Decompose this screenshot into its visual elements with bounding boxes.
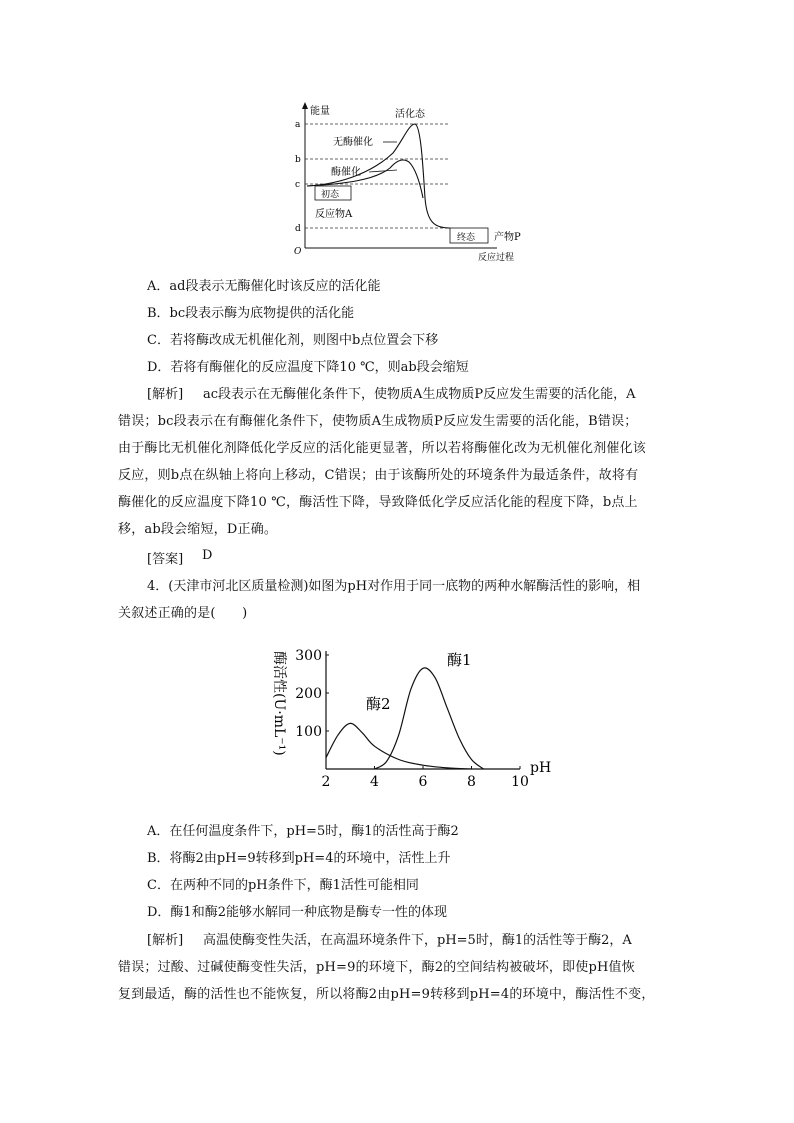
q3-option-a: A．ad段表示无酶催化时该反应的活化能 [147,279,381,294]
q4-analysis-tag: [解析] [147,933,184,948]
q3-analysis-tag: [解析] [147,387,184,402]
q3-option-c: C．若将酶改成无机催化剂，则图中b点位置会下移 [147,333,439,348]
chart-x-tick-label: 6 [418,774,428,790]
q4-stem-line-1: 4．(天津市河北区质量检测)如图为pH对作用于同一底物的两种水解酶活性的影响，相 [147,579,641,594]
series-label-enzyme2: 酶2 [366,695,391,713]
chart-y-tick-label: 300 [295,648,322,664]
q3-option-d: D．若将有酶催化的反应温度下降10 ℃，则ab段会缩短 [147,360,469,375]
q4-option-b: B．将酶2由pH=9转移到pH=4的环境中，活性上升 [147,851,451,866]
enzyme-pointer [369,170,397,172]
series-line-enzyme2 [326,723,472,769]
activated-state-label: 活化态 [395,109,425,120]
q4-stem-line-2: 关叙述正确的是( ) [118,606,248,621]
level-b-label: b [295,155,301,165]
q3-analysis-line-6: 移，ab段会缩短，D正确。 [118,522,278,537]
chart-y-tick-label: 200 [295,686,322,702]
q3-analysis-line-5: 酶催化的反应温度下降10 ℃，酶活性下降，导致降低化学反应活化能的程度下降，b点上 [118,495,638,510]
reactant-label: 反应物A [315,209,353,220]
q4-analysis-line-1: 高温使酶变性失活，在高温环境条件下，pH=5时，酶1的活性等于酶2，A [203,933,632,948]
level-c-label: c [295,180,301,190]
q3-answer-tag: [答案] [147,552,184,567]
q4-analysis-line-2: 错误；过酸、过碱使酶变性失活，pH=9的环境下，酶2的空间结构被破坏，即使pH值恢 [118,960,635,975]
q4-option-c: C．在两种不同的pH条件下，酶1活性可能相同 [147,878,419,893]
q3-analysis-line-3: 由于酶比无机催化剂降低化学反应的活化能更显著，所以若将酶催化改为无机催化剂催化该 [118,441,647,456]
enzyme-label: 酶催化 [331,167,361,178]
chart-y-tick-label: 100 [295,724,322,740]
q3-answer-value: D [202,548,213,563]
q4-option-a: A．在任何温度条件下，pH=5时，酶1的活性高于酶2 [147,824,459,839]
chart-x-tick-label: 2 [321,774,331,790]
series-line-enzyme1 [375,668,484,769]
level-d-label: d [295,224,301,234]
level-a-label: a [295,120,301,130]
q3-analysis-line-2: 错误；bc段表示在有酶催化条件下，使物质A生成物质P反应发生需要的活化能，B错误； [118,414,638,429]
energy-diagram [285,98,535,266]
process-axis-label: 反应过程 [478,253,515,263]
q3-analysis-line-1: ac段表示在无酶催化条件下，使物质A生成物质P反应发生需要的活化能，A [203,387,636,402]
origin-label: O [294,247,302,257]
ph-activity-chart [268,643,552,793]
q3-analysis-line-4: 反应，则b点在纵轴上将向上移动，C错误；由于该酶所处的环境条件为最适条件，故将有 [118,468,639,483]
chart-x-axis-label: pH [530,760,552,776]
chart-y-axis-label: 酶活性(U·mL⁻¹) [271,651,287,756]
energy-y-arrow [302,102,308,109]
energy-axis-label: 能量 [310,106,330,117]
final-state-label: 终态 [457,233,476,243]
no-enzyme-label: 无酶催化 [333,137,373,148]
chart-x-tick-label: 4 [370,774,379,790]
q4-analysis-line-3: 复到最适，酶的活性也不能恢复，所以将酶2由pH=9转移到pH=4的环境中，酶活性不变， [118,987,655,1002]
chart-x-tick-label: 8 [467,774,476,790]
initial-state-label: 初态 [321,190,340,200]
chart-x-tick-label: 10 [511,774,529,790]
q4-option-d: D．酶1和酶2能够水解同一种底物是酶专一性的体现 [147,905,447,920]
q3-option-b: B．bc段表示酶为底物提供的活化能 [147,306,355,321]
series-label-enzyme1: 酶1 [447,651,472,669]
product-label: 产物P [494,232,521,243]
